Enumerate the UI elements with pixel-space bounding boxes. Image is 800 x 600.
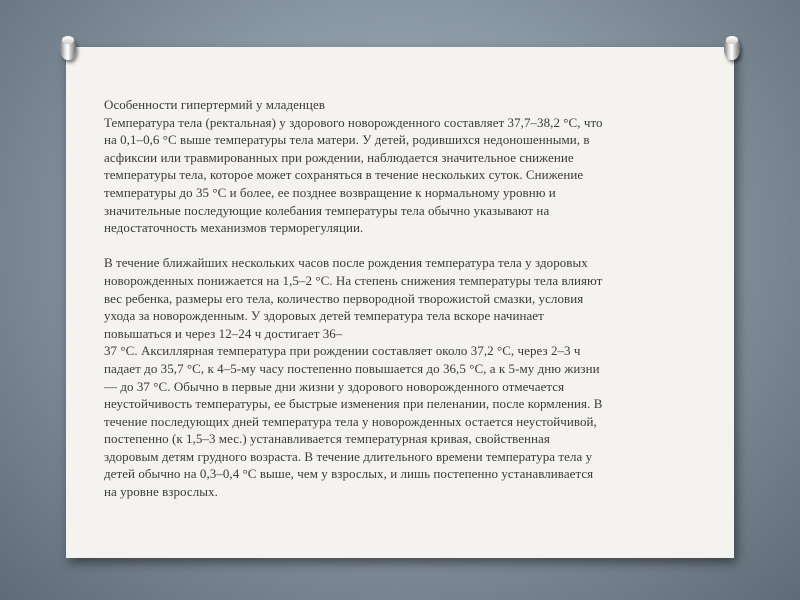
paragraph-gap bbox=[104, 237, 704, 255]
text-line: ухода за новорожденным. У здоровых детей температура тела вскоре начинает bbox=[104, 308, 544, 324]
text-line: неустойчивость температуры, ее быстрые изменения при пеленании, после кормления. В bbox=[104, 396, 603, 412]
document-title: Особенности гипертермий у младенцев bbox=[104, 97, 325, 112]
text-line: повышаться и через 12–24 ч достигает 36– bbox=[104, 325, 343, 341]
text-line: В течение ближайших нескольких часов после рождения температура тела у здоровых bbox=[104, 255, 588, 271]
paragraph-1 bbox=[104, 114, 704, 237]
text-line: 37 °С. Аксиллярная температура при рождении составляет около 37,2 °С, через 2–3 ч bbox=[104, 343, 581, 359]
text-line: значительные последующие колебания температуры тела обычно указывают на bbox=[104, 202, 550, 218]
text-line: на 0,1–0,6 °С выше температуры тела матери. У детей, родившихся недоношенными, в bbox=[104, 132, 590, 148]
pushpin-icon bbox=[724, 36, 740, 60]
text-line: течение последующих дней температура тела у новорожденных остается неустойчивой, bbox=[104, 413, 597, 429]
text-line: Температура тела (ректальная) у здорового новорожденного составляет 37,7–38,2 °С, что bbox=[104, 114, 603, 130]
paragraph-2 bbox=[104, 254, 704, 500]
text-line: постепенно (к 1,5–3 мес.) устанавливается температурная кривая, свойственная bbox=[104, 431, 550, 447]
text-line: падает до 35,7 °С, к 4–5-му часу постепенно повышается до 36,5 °С, а к 5-му дню жизни bbox=[104, 360, 600, 376]
pushpin-icon bbox=[60, 36, 76, 60]
text-line: здоровым детям грудного возраста. В течение длительного времени температура тела у bbox=[104, 448, 593, 464]
document-text bbox=[104, 96, 704, 501]
text-line: детей обычно на 0,3–0,4 °С выше, чем у взрослых, и лишь постепенно устанавливается bbox=[104, 466, 594, 482]
text-line: асфиксии или травмированных при рождении, наблюдается значительное снижение bbox=[104, 149, 574, 165]
text-line: новорожденных понижается на 1,5–2 °С. На степень снижения температуры тела влияют bbox=[104, 272, 603, 288]
text-line: вес ребенка, размеры его тела, количество первородной творожистой смазки, условия bbox=[104, 290, 584, 306]
text-line: — до 37 °С. Обычно в первые дни жизни у здорового новорожденного отмечается bbox=[104, 378, 565, 394]
text-line: на уровне взрослых. bbox=[104, 484, 218, 500]
text-line: температуры до 35 °С и более, ее позднее возвращение к нормальному уровню и bbox=[104, 184, 556, 200]
text-line: недостаточность механизмов терморегуляции. bbox=[104, 220, 364, 236]
text-line: температуры тела, которое может сохраняться в течение нескольких суток. Снижение bbox=[104, 167, 584, 183]
